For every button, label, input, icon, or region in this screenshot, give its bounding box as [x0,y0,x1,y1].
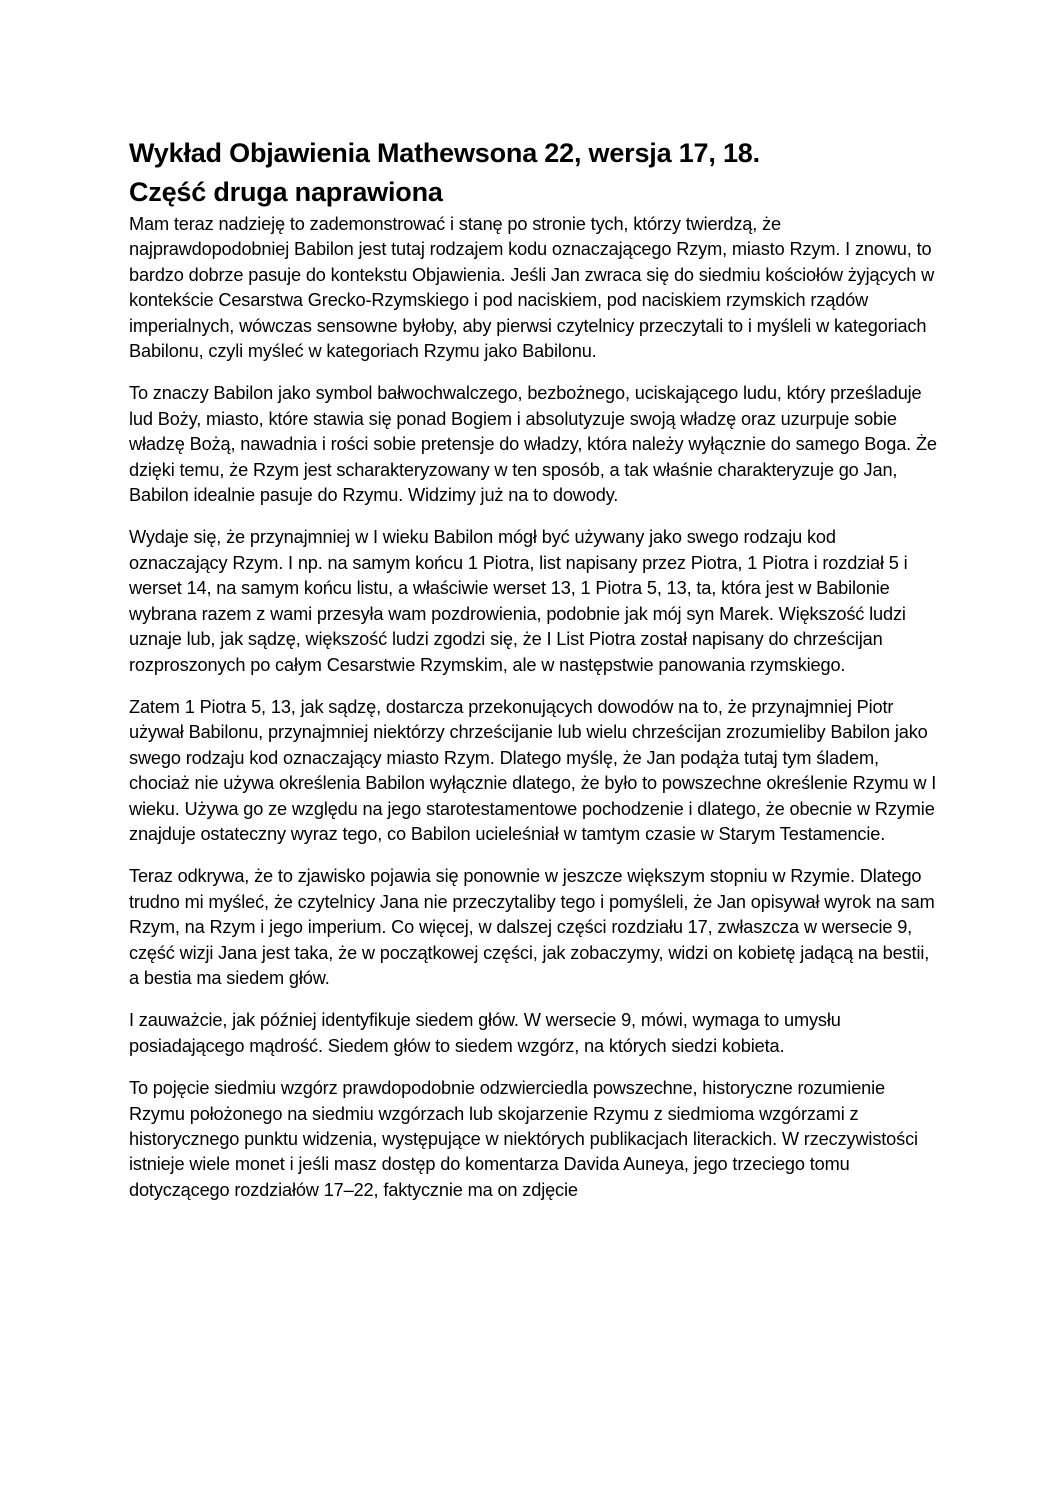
paragraph-7: To pojęcie siedmiu wzgórz prawdopodobnie odzwierciedla powszechne, historyczne rozumienie Rzymu położonego na siedmiu wzgórzach lub skojarzenie Rzymu z siedmioma wzgórzami z historycznego punktu widzenia, występujące w niektórych publikacjach literackich. W rzeczywistości istnieje wiele monet i jeśli masz dostęp do komentarza Davida Auneya, jego trzeciego tomu dotyczącego rozdziałów 17–22, faktycznie ma on zdjęcie [129,1078,918,1200]
paragraph-2: To znaczy Babilon jako symbol bałwochwalczego, bezbożnego, uciskającego ludu, który prześladuje lud Boży, miasto, które stawia się ponad Bogiem i absolutyzuje swoją władzę oraz uzurpuje sobie władzę Bożą, nawadnia i rości sobie pretensje do władzy, która należy wyłącznie do samego Boga. Że dzięki temu, że Rzym jest scharakteryzowany w ten sposób, a tak właśnie charakteryzuje go Jan, Babilon idealnie pasuje do Rzymu. Widzimy już na to dowody. [129,383,937,506]
paragraph-5: Teraz odkrywa, że to zjawisko pojawia się ponownie w jeszcze większym stopniu w Rzymie. Dlatego trudno mi myśleć, że czytelnicy Jana nie przeczytaliby tego i pomyśleli, że Jan opisywał wyrok na sam Rzym, na Rzym i jego imperium. Co więcej, w dalszej części rozdziału 17, zwłaszcza w wersecie 9, część wizji Jana jest taka, że w początkowej części, jak zobaczymy, widzi on kobietę jadącą na bestii, a bestia ma siedem głów. [129,866,935,988]
paragraph-4: Zatem 1 Piotra 5, 13, jak sądzę, dostarcza przekonujących dowodów na to, że przynajmniej Piotr używał Babilonu, przynajmniej niektórzy chrześcijanie lub wielu chrześcijan zrozumieliby Babilon jako swego rodzaju kod oznaczający miasto Rzym. Dlatego myślę, że Jan podąża tutaj tym śladem, chociaż nie używa określenia Babilon wyłącznie dlatego, że było to powszechne określenie Rzymu w I wieku. Używa go ze względu na jego starotestamentowe pochodzenie i dlatego, że obecnie w Rzymie znajduje ostateczny wyraz tego, co Babilon ucieleśniał w tamtym czasie w Starym Testamencie. [129,696,937,844]
title-line-1: Wykład Objawienia Mathewsona 22, wersja 17, 18. [129,138,760,168]
paragraph-1: Mam teraz nadzieję to zademonstrować i stanę po stronie tych, którzy twierdzą, że najprawdopodobniej Babilon jest tutaj rodzajem kodu oznaczającego Rzym, miasto Rzym. I znowu, to bardzo dobrze pasuje do kontekstu Objawienia. Jeśli Jan zwraca się do siedmiu kościołów żyjących w kontekście Cesarstwa Grecko-Rzymskiego i pod naciskiem, pod naciskiem rzymskich rządów imperialnych, wówczas sensowne byłoby, aby pierwsi czytelnicy przeczytali to i myśleli w kategoriach Babilonu, czyli myśleć w kategoriach Rzymu jako Babilonu. [129,214,935,362]
document-title [129,134,939,212]
document-page [129,134,939,1220]
paragraph-3: Wydaje się, że przynajmniej w I wieku Babilon mógł być używany jako swego rodzaju kod oznaczający Rzym. I np. na samym końcu 1 Piotra, list napisany przez Piotra, 1 Piotra i rozdział 5 i werset 14, na samym końcu listu, a właściwie werset 13, 1 Piotra 5, 13, ta, która jest w Babilonie wybrana razem z wami przesyła wam pozdrowienia, podobnie jak mój syn Marek. Większość ludzi uznaje lub, jak sądzę, większość ludzi zgodzi się, że I List Piotra został napisany do chrześcijan rozproszonych po całym Cesarstwie Rzymskim, ale w następstwie panowania rzymskiego. [129,527,908,675]
title-line-2: Część druga naprawiona [129,177,443,207]
paragraph-6: I zauważcie, jak później identyfikuje siedem głów. W wersecie 9, mówi, wymaga to umysłu posiadającego mądrość. Siedem głów to siedem wzgórz, na których siedzi kobieta. [129,1010,841,1056]
